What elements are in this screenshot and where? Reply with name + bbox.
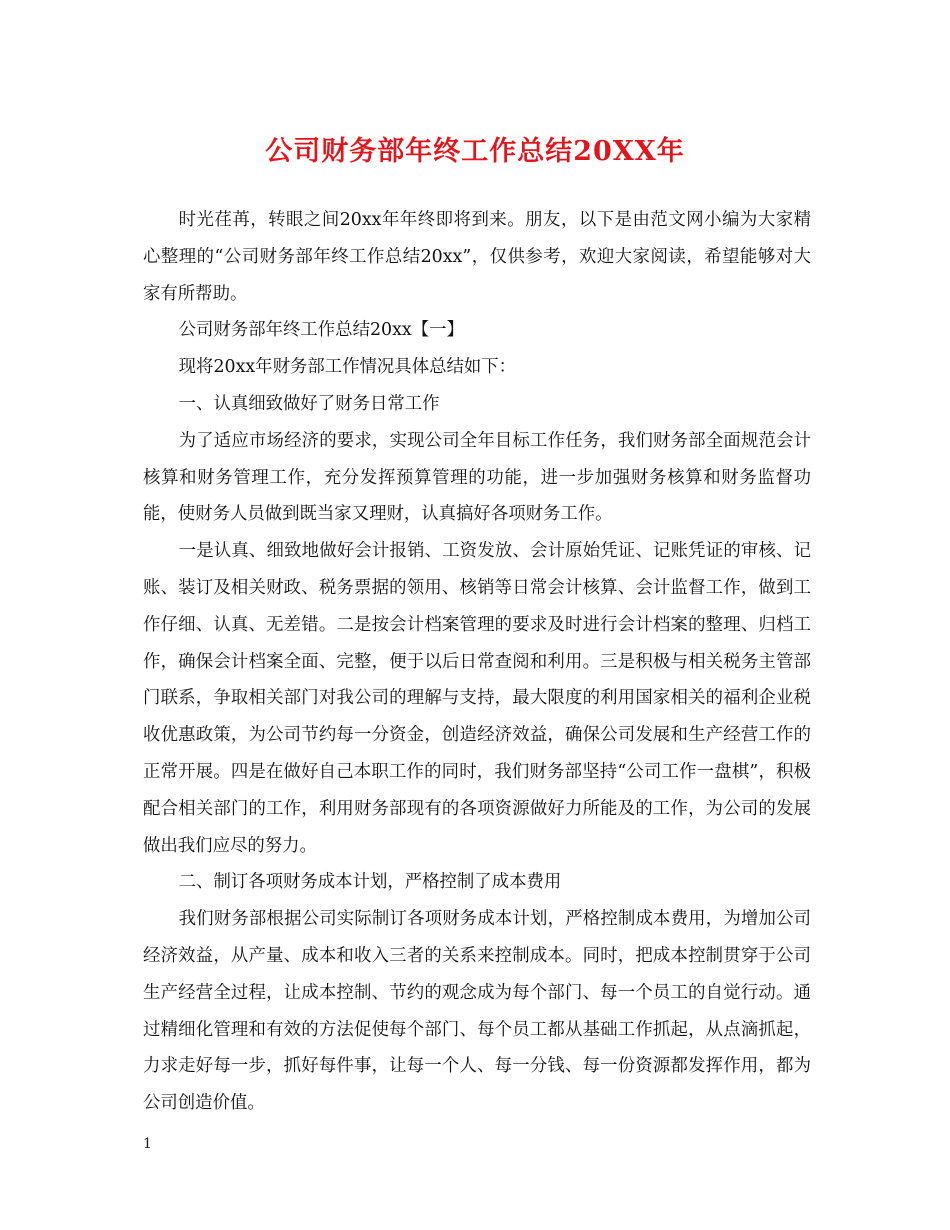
section-heading-part-one: 公司财务部年终工作总结20xx【一】 [178,320,464,341]
intro-paragraph: 时光荏苒，转眼之间20xx年年终即将到来。朋友，以下是由范文网小编为大家精心整理的“公司财务部年终工作总结20xx”，仅供参考，欢迎大家阅读，希望能够对大家有所帮助。 [143,210,811,304]
section-heading-1: 一、认真细致做好了财务日常工作 [178,393,440,414]
body-paragraph: 一是认真、细致地做好会计报销、工资发放、会计原始凭证、记账凭证的审核、记账、装订及相关财政、税务票据的领用、核销等日常会计核算、会计监督工作，做到工作仔细、认真、无差错。二是按会计档案管理的要求及时进行会计档案的整理、归档工作，确保会计档案全面、完整，便于以后日常查阅和利用。三是积极与相关税务主管部门联系，争取相关部门对我公司的理解与支持，最大限度的利用国家相关的福利企业税收优惠政策，为公司节约每一分资金，创造经济效益，确保公司发展和生产经营工作的正常开展。四是在做好自己本职工作的同时，我们财务部坚持“公司工作一盘棋”，积极配合相关部门的工作，利用财务部现有的各项资源做好力所能及的工作，为公司的发展做出我们应尽的努力。 [143,541,811,856]
section-heading-2: 二、制订各项财务成本计划，严格控制了成本费用 [178,872,562,893]
page-number: 1 [143,1136,152,1152]
body-paragraph: 为了适应市场经济的要求，实现公司全年目标工作任务，我们财务部全面规范会计核算和财务管理工作，充分发挥预算管理的功能，进一步加强财务核算和财务监督功能，使财务人员做到既当家又理财，认真搞好各项财务工作。 [143,430,811,525]
summary-lead-paragraph: 现将20xx年财务部工作情况具体总结如下： [178,357,517,378]
document-title: 公司财务部年终工作总结20XX年 [265,136,685,167]
body-paragraph: 我们财务部根据公司实际制订各项财务成本计划，严格控制成本费用，为增加公司经济效益，从产量、成本和收入三者的关系来控制成本。同时，把成本控制贯穿于公司生产经营全过程，让成本控制、节约的观念成为每个部门、每一个员工的自觉行动。通过精细化管理和有效的方法促使每个部门、每个员工都从基础工作抓起，从点滴抓起，力求走好每一步，抓好每件事，让每一个人、每一分钱、每一份资源都发挥作用，都为公司创造价值。 [143,909,811,1114]
document-body [143,202,811,1122]
